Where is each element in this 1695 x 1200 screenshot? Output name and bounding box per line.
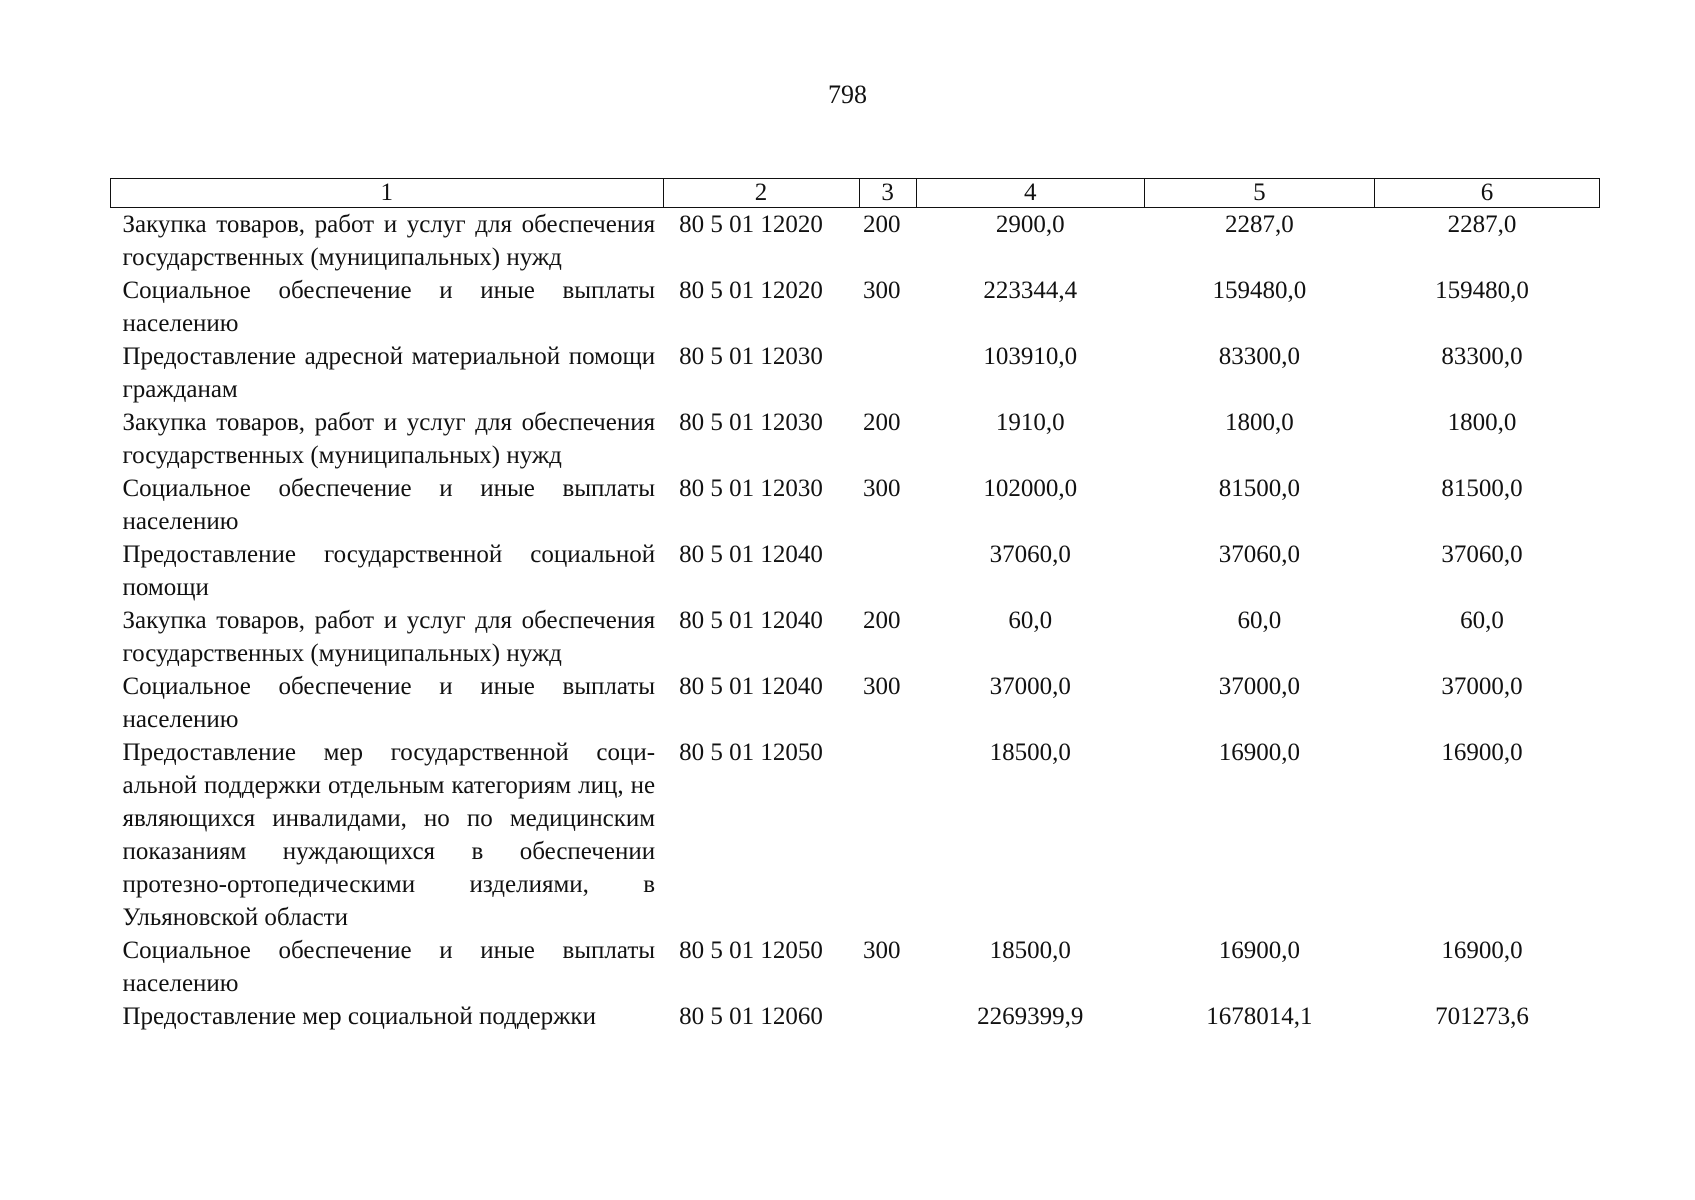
row-value-5: 159480,0 <box>1212 277 1307 304</box>
row-type <box>859 340 916 406</box>
row-value-5: 2287,0 <box>1224 211 1294 238</box>
table-row <box>111 736 1600 934</box>
row-code: 80 5 01 12050 <box>679 739 823 766</box>
row-value-4: 1910,0 <box>995 409 1065 436</box>
row-name: Закупка товаров, работ и услуг для обеспечения государственных (муниципальных) нужд <box>122 409 656 469</box>
table-row <box>111 406 1600 472</box>
row-name: Социальное обеспечение и иные выплаты населению <box>122 277 656 337</box>
row-value-6: 16900,0 <box>1441 739 1523 766</box>
row-value-4: 37060,0 <box>989 541 1071 568</box>
row-value-6: 701273,6 <box>1435 1003 1529 1030</box>
row-value-6: 81500,0 <box>1441 475 1523 502</box>
row-value-4: 37000,0 <box>989 673 1071 700</box>
row-code: 80 5 01 12050 <box>679 937 823 964</box>
row-value-6: 37060,0 <box>1441 541 1523 568</box>
row-value-6: 2287,0 <box>1447 211 1517 238</box>
row-type: 300 <box>863 475 901 502</box>
row-name: Социальное обеспечение и иные выплаты населению <box>122 673 656 733</box>
row-value-6: 37000,0 <box>1441 673 1523 700</box>
row-code: 80 5 01 12040 <box>679 673 823 700</box>
table-row <box>111 538 1600 604</box>
page-number: 798 <box>828 80 867 109</box>
row-code: 80 5 01 12060 <box>679 1003 823 1030</box>
row-value-5: 81500,0 <box>1218 475 1300 502</box>
row-code: 80 5 01 12040 <box>679 541 823 568</box>
row-value-5: 60,0 <box>1237 607 1282 634</box>
row-code: 80 5 01 12030 <box>679 343 823 370</box>
header-cell-2: 2 <box>663 179 859 208</box>
row-code: 80 5 01 12020 <box>679 277 823 304</box>
row-name: Социальное обеспечение и иные выплаты населению <box>122 937 656 997</box>
row-value-5: 1800,0 <box>1224 409 1294 436</box>
row-name: Закупка товаров, работ и услуг для обеспечения государственных (муниципальных) нужд <box>122 211 656 271</box>
row-name: Предоставление государственной социальной помощи <box>122 541 656 601</box>
row-value-4: 60,0 <box>1008 607 1053 634</box>
row-value-4: 223344,4 <box>983 277 1078 304</box>
table-body <box>111 208 1600 1034</box>
row-name: Предоставление мер социальной поддержки <box>122 1003 596 1030</box>
header-cell-4: 4 <box>916 179 1144 208</box>
row-name: Закупка товаров, работ и услуг для обеспечения государственных (муниципальных) нужд <box>122 607 656 667</box>
row-type: 200 <box>863 211 901 238</box>
row-value-5: 16900,0 <box>1218 937 1300 964</box>
table-row <box>111 604 1600 670</box>
table-row <box>111 1000 1600 1033</box>
row-type <box>859 538 916 604</box>
table-row <box>111 274 1600 340</box>
row-type: 200 <box>863 607 901 634</box>
row-value-5: 37000,0 <box>1218 673 1300 700</box>
header-cell-6: 6 <box>1374 179 1599 208</box>
row-type: 300 <box>863 277 901 304</box>
table-row <box>111 208 1600 275</box>
row-value-4: 2900,0 <box>995 211 1065 238</box>
row-type <box>859 1000 916 1033</box>
row-value-5: 1678014,1 <box>1206 1003 1313 1030</box>
table-row <box>111 340 1600 406</box>
budget-table <box>110 178 1600 1033</box>
row-value-4: 18500,0 <box>989 937 1071 964</box>
row-code: 80 5 01 12040 <box>679 607 823 634</box>
row-value-4: 102000,0 <box>983 475 1078 502</box>
row-value-5: 16900,0 <box>1218 739 1300 766</box>
row-value-6: 159480,0 <box>1435 277 1529 304</box>
table-row <box>111 472 1600 538</box>
row-value-6: 83300,0 <box>1441 343 1523 370</box>
row-value-6: 1800,0 <box>1447 409 1517 436</box>
row-value-6: 60,0 <box>1460 607 1504 634</box>
row-code: 80 5 01 12030 <box>679 475 823 502</box>
row-value-4: 18500,0 <box>989 739 1071 766</box>
row-name: Социальное обеспечение и иные выплаты населению <box>122 475 656 535</box>
row-type <box>859 736 916 934</box>
row-type: 300 <box>863 673 901 700</box>
row-value-5: 83300,0 <box>1218 343 1300 370</box>
row-value-4: 2269399,9 <box>977 1003 1084 1030</box>
table-row <box>111 670 1600 736</box>
header-row <box>111 179 1600 208</box>
header-cell-5: 5 <box>1144 179 1374 208</box>
header-cell-1: 1 <box>111 179 664 208</box>
header-cell-3: 3 <box>859 179 916 208</box>
row-type: 200 <box>863 409 901 436</box>
row-name: Предоставление адресной материальной помощи гражданам <box>122 343 656 403</box>
row-value-6: 16900,0 <box>1441 937 1523 964</box>
table-row <box>111 934 1600 1000</box>
table-header <box>111 179 1600 208</box>
row-code: 80 5 01 12020 <box>679 211 823 238</box>
row-code: 80 5 01 12030 <box>679 409 823 436</box>
row-name: Предоставление мер государственной социальной поддержки отдельным категориям лиц, не являющихся инвалидами, но по медицинским показаниям нуждающихся в обеспечении протезно-ортопедическими изделиями, в Ульяновской области <box>122 739 656 931</box>
row-type: 300 <box>863 937 901 964</box>
row-value-4: 103910,0 <box>983 343 1078 370</box>
row-value-5: 37060,0 <box>1218 541 1300 568</box>
